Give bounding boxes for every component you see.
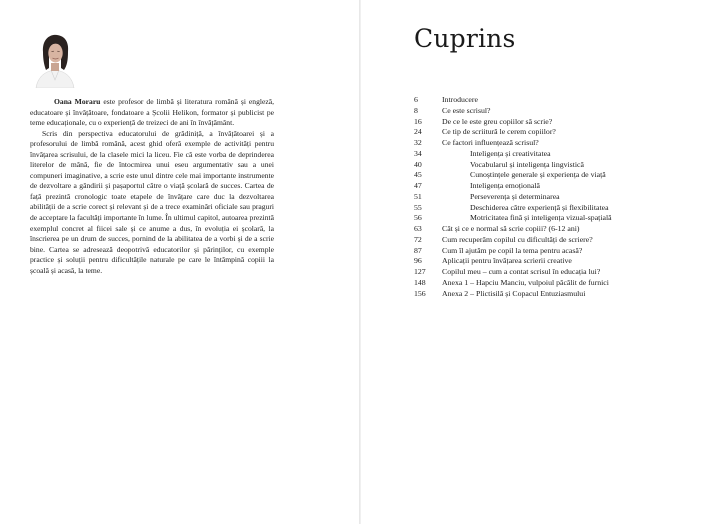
toc-entry-title: Vocabularul și inteligența lingvistică	[470, 159, 584, 169]
toc-page-number: 127	[414, 267, 426, 276]
toc-page-number: 34	[414, 148, 422, 158]
toc-entry[interactable]	[414, 170, 694, 181]
toc-page-number: 16	[414, 116, 422, 126]
toc-entry-title: Cum îl ajutăm pe copil la tema pentru acasă?	[442, 245, 583, 255]
toc-entry-title: Cât și ce e normal să scrie copiii? (6-12 ani)	[442, 224, 580, 233]
toc-entry-title: Cum recuperăm copilul cu dificultăți de scriere?	[442, 234, 593, 244]
toc-page-number: 72	[414, 234, 422, 244]
toc-page-number: 6	[414, 95, 418, 104]
toc-entry-title: Inteligența și creativitatea	[470, 148, 551, 158]
toc-page-number: 87	[414, 245, 422, 255]
toc-entry[interactable]	[414, 95, 694, 106]
toc-entry-title: Anexa 1 – Hapciu Manciu, vulpoiul păcălit de furnici	[442, 277, 609, 287]
toc-entry[interactable]	[414, 203, 694, 214]
toc-entry[interactable]	[414, 106, 694, 117]
toc-entry[interactable]	[414, 127, 694, 138]
toc-page-number: 47	[414, 181, 422, 190]
toc-entry[interactable]	[414, 181, 694, 192]
bio-body-paragraph: Scris din perspectiva educatorului de grădiniță, a învățătoarei și a profesorului de limbă română, acest ghid oferă exemple de activități pentru învățarea scrisului, de la clasele mici la liceu. Fie că este vorba de deprinderea literelor de mână, fie de întocmirea unui eseu argumentativ sau a unei compuneri imaginative, a scrie este unul dintre cele mai importante instrumente de dezvoltare a gândirii și pașaportul către o viață școlară de succes. Cartea de față prezintă cronologic toate etapele de învățare care duc la dezvoltarea abilității de a scrie corect și relevant și de a trece examinări oficiale sau praguri de acceptare la facultăți importante în lume. În ultimul capitol, autoarea prezintă exemplul concret al fiicei sale și ce anume a dus, în evoluția ei școlară, la înscrierea pe un drum de succes, pornind de la abilitatea de a vorbi și de a scrie bine. Cartea se adresează deopotrivă educatorilor și părinților, cu exemple practice și soluții pentru dificultățile naturale pe care le întâmpină copiii la școală și acasă, la teme.	[30, 128, 274, 275]
toc-entry-title: Inteligența emoțională	[470, 181, 540, 190]
toc-entry-title: Introducere	[442, 95, 478, 104]
toc-page-number: 8	[414, 105, 418, 115]
toc-entry[interactable]	[414, 246, 694, 257]
toc-page-number: 32	[414, 138, 422, 147]
toc-entry[interactable]	[414, 192, 694, 203]
toc-entry[interactable]	[414, 256, 694, 267]
toc-entry[interactable]	[414, 224, 694, 235]
bio-intro-paragraph	[30, 97, 274, 129]
toc-entry[interactable]	[414, 213, 694, 224]
toc-page-number: 156	[414, 288, 426, 298]
toc-entry-title: Perseverența și determinarea	[470, 191, 560, 201]
toc-page-number: 55	[414, 202, 422, 212]
toc-page-number: 56	[414, 213, 422, 223]
author-photo-icon	[30, 30, 80, 88]
toc-entry-title: Ce este scrisul?	[442, 105, 491, 115]
toc-page-number: 148	[414, 277, 426, 287]
toc-page-number: 51	[414, 191, 422, 201]
toc-entry-title: Aplicații pentru învățarea scrierii creative	[442, 256, 572, 266]
toc-entry[interactable]	[414, 235, 694, 246]
bio-intro-text: este profesor de limbă și literatura română și engleză, educatoare și învățătoare, fondatoare a Școlii Helikon, formator și publicist pe teme educaționale, cu o experiență de treizeci de ani în învățământ.	[30, 97, 275, 128]
toc-page-number: 63	[414, 224, 422, 233]
toc-entry[interactable]	[414, 289, 694, 300]
toc-entry[interactable]	[414, 117, 694, 128]
toc-entry-title: Deschiderea către experiență și flexibilitatea	[470, 202, 609, 212]
toc-entry-title: Anexa 2 – Plictisilă și Copacul Entuziasmului	[442, 288, 586, 298]
left-page	[0, 0, 359, 524]
toc-entry-title: De ce le este greu copiilor să scrie?	[442, 116, 553, 126]
toc-entry[interactable]	[414, 267, 694, 278]
toc-entry-title: Ce tip de scriitură le cerem copiilor?	[442, 127, 556, 137]
toc-page-number: 45	[414, 170, 422, 180]
toc-entry[interactable]	[414, 138, 694, 149]
toc-entry[interactable]	[414, 149, 694, 160]
toc-page-number: 40	[414, 159, 422, 169]
toc-entry-title: Ce factori influențează scrisul?	[442, 138, 539, 147]
toc-entry[interactable]	[414, 278, 694, 289]
toc-entry-title: Motricitatea fină și inteligența vizual-spațială	[470, 213, 612, 223]
toc-entry[interactable]	[414, 160, 694, 171]
author-bio	[30, 97, 274, 276]
author-name: Oana Moraru	[54, 97, 101, 106]
table-of-contents	[414, 95, 694, 299]
toc-page-number: 24	[414, 127, 422, 137]
author-portrait	[30, 30, 80, 88]
toc-page-number: 96	[414, 256, 422, 266]
toc-entry-title: Cunoștințele generale și experiența de viață	[470, 170, 606, 180]
toc-entry-title: Copilul meu – cum a contat scrisul în educația lui?	[442, 267, 601, 276]
toc-title: Cuprins	[414, 24, 516, 53]
